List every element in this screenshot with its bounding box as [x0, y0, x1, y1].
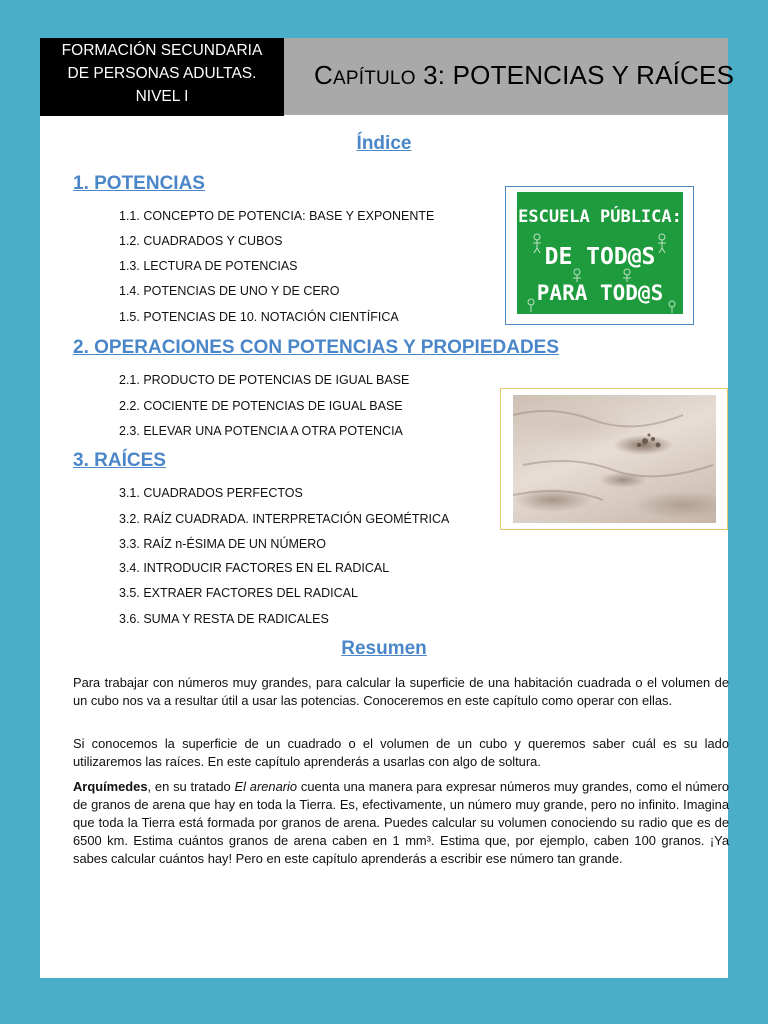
summary-paragraph-2: Si conocemos la superficie de un cuadrado o el volumen de un cubo y queremos saber cuál es su lado utilizaremos las raíces. En este capítulo aprenderás a usarlas con algo de soltura. [73, 736, 729, 769]
course-line-1: FORMACIÓN SECUNDARIA [61, 42, 263, 59]
sand-texture [513, 395, 716, 523]
index-item[interactable]: 2.1. PRODUCTO DE POTENCIAS DE IGUAL BASE [119, 373, 410, 387]
index-item[interactable]: 3.6. SUMA Y RESTA DE RADICALES [119, 612, 329, 626]
chapter-title [314, 60, 734, 91]
section-2-title[interactable]: 2. OPERACIONES CON POTENCIAS Y PROPIEDADES [73, 337, 560, 358]
summary-text: cuenta una manera para expresar números muy grandes, como el número de granos de arena que hay en toda la Tierra. Es, efectivamente, un número muy grande, pero no infinito. Imagina que toda la Tierra está formada por granos de arena. Puedes calcular su volumen conociendo su radio que es de 6500 km. Estima cuántos granos de arena caben en 1 mm³. Estima que, por ejemplo, caben 100 granos. ¡Ya sabes calcular cuántos hay! Pero en este capítulo aprenderás a escribir ese número tan grande. [73, 779, 729, 866]
poster-board [517, 192, 683, 314]
index-item[interactable]: 3.2. RAÍZ CUADRADA. INTERPRETACIÓN GEOMÉTRICA [119, 512, 450, 526]
sand-image [513, 395, 716, 523]
book-title: El arenario [234, 779, 298, 794]
public-school-poster [505, 186, 694, 325]
chapter-title-text: 3: POTENCIAS Y RAÍCES [415, 60, 735, 90]
index-item[interactable]: 3.1. CUADRADOS PERFECTOS [119, 486, 303, 500]
course-line-3: NIVEL I [135, 88, 189, 105]
page [40, 38, 735, 978]
sand-photo [500, 388, 728, 530]
chapter-prefix-cap: C [314, 60, 333, 90]
index-item[interactable]: 2.2. COCIENTE DE POTENCIAS DE IGUAL BASE [119, 399, 403, 413]
index-item[interactable]: 2.3. ELEVAR UNA POTENCIA A OTRA POTENCIA [119, 424, 403, 438]
poster-line-3: PARA TOD@S [536, 281, 664, 305]
index-item[interactable]: 3.5. EXTRAER FACTORES DEL RADICAL [119, 586, 358, 600]
summary-paragraph-1: Para trabajar con números muy grandes, para calcular la superficie de una habitación cuadrada o el volumen de un cubo nos va a resultar útil a usar las potencias. Conoceremos en este capítulo como operar con ellas. [73, 675, 729, 708]
index-item[interactable]: 3.3. RAÍZ n-ÉSIMA DE UN NÚMERO [119, 537, 326, 551]
summary-text: , en su tratado [147, 779, 235, 794]
index-item[interactable]: 1.5. POTENCIAS DE 10. NOTACIÓN CIENTÍFICA [119, 310, 399, 324]
index-heading[interactable]: Índice [356, 133, 412, 154]
index-item[interactable]: 1.3. LECTURA DE POTENCIAS [119, 259, 298, 273]
index-item[interactable]: 3.4. INTRODUCIR FACTORES EN EL RADICAL [119, 561, 390, 575]
course-line-2: DE PERSONAS ADULTAS. [67, 65, 257, 82]
index-item[interactable]: 1.1. CONCEPTO DE POTENCIA: BASE Y EXPONENTE [119, 209, 435, 223]
index-item[interactable]: 1.2. CUADRADOS Y CUBOS [119, 234, 283, 248]
poster-art [517, 192, 683, 314]
archimedes-name: Arquímedes [73, 779, 148, 794]
course-header [40, 38, 284, 116]
index-item[interactable]: 1.4. POTENCIAS DE UNO Y DE CERO [119, 284, 340, 298]
summary-heading: Resumen [341, 638, 427, 659]
section-3-title[interactable]: 3. RAÍCES [73, 450, 166, 471]
chapter-header [284, 38, 735, 115]
summary-paragraph-3 [73, 778, 729, 868]
poster-line-1: ESCUELA PÚBLICA: [518, 207, 682, 227]
chapter-prefix-rest: APÍTULO [332, 68, 416, 89]
section-1-title[interactable]: 1. POTENCIAS [73, 173, 205, 194]
poster-line-2: DE TOD@S [544, 244, 656, 270]
